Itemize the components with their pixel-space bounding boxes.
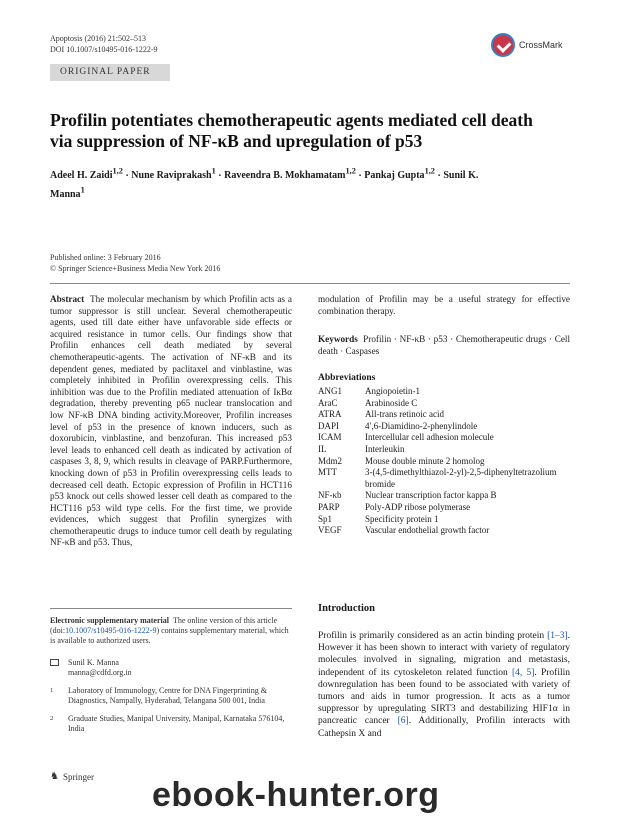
esm-doi-link[interactable]: 10.1007/s10495-016-1222-9: [65, 626, 157, 635]
author-3[interactable]: Raveendra B. Mokhamatam$^{1,2}$: [224, 167, 356, 182]
contact-email[interactable]: manna@cdfd.org.in: [68, 668, 132, 677]
abbreviation-row: NF-κb Nuclear transcription factor kappa B: [318, 490, 497, 501]
author-2[interactable]: Nune Raviprakash$^1$: [131, 167, 216, 182]
springer-horse-icon: ♞: [50, 771, 59, 782]
affiliation-1: $^1$ Laboratory of Immunology, Centre for DNA Fingerprinting & Diagnostics, Nampally, Hyderabad, Telangana 500 001, India: [50, 686, 267, 705]
keywords-label: Keywords: [318, 334, 358, 344]
abbreviation-row: ICAM Intercellular cell adhesion molecule: [318, 432, 494, 443]
journal-line: Apoptosis (2016) 21:502–513: [50, 34, 146, 43]
author-list: Adeel H. Zaidi$^{1,2}$ · Nune Raviprakash$^1$ · Raveendra B. Mokhamatam$^{1,2}$ · Pankaj Gupta$^{1,2}$ · Sunil K. Manna$^1$: [50, 167, 479, 200]
author-4[interactable]: Pankaj Gupta$^{1,2}$: [364, 167, 435, 182]
journal-citation: [50, 33, 158, 55]
doi-line: DOI 10.1007/s10495-016-1222-9: [50, 45, 158, 54]
esm-note: Electronic supplementary material The online version of this article (doi:10.1007/s10495-016-1222-9) contains supplementary material, which is available to authorized users.: [50, 616, 289, 645]
footnote-divider: [50, 608, 292, 609]
abstract-label: Abstract: [50, 294, 85, 304]
envelope-icon: [50, 659, 59, 666]
publisher-logo: [50, 771, 94, 782]
abbreviations-heading: Abbreviations: [318, 373, 376, 383]
author-5[interactable]: Sunil K. Manna$^1$: [50, 170, 479, 200]
copyright-line: © Springer Science+Business Media New York 2016: [50, 264, 221, 273]
abbreviation-row: PARP Poly-ADP ribose polymerase: [318, 501, 471, 512]
abbreviation-row: IL Interleukin: [318, 443, 405, 454]
abbreviation-row: Mdm2 Mouse double minute 2 homolog: [318, 455, 485, 466]
abbreviation-row: DAPI 4′,6-Diamidino-2-phenylindole: [318, 420, 478, 431]
keywords: [318, 334, 570, 357]
abbreviation-row: Sp1 Specificity protein 1: [318, 513, 439, 524]
abbreviation-row: VEGF Vascular endothelial growth factor: [318, 525, 490, 536]
keywords-text: Profilin · NF-κB · p53 · Chemotherapeutic drugs · Cell death · Caspases: [318, 334, 571, 356]
abstract-text: The molecular mechanism by which Profilin acts as a tumor suppressor is still unclear. Several chemotherapeutic agents, used till date either have unfavorable side effects or acquired resistance in tumor cells. Our findings show that Profilin enhances cell death mediated by several chemotherapeutic-agents. The activation of NF-κB and its dependent genes, mediated by paclitaxel and vinblastine, was completely inhibited in Profilin overexpressing cells. This inhibition was due to the Profilin mediated attenuation of IκBα degradation, thereby preventing p65 nuclear translocation and low NF-κB DNA binding activity.Moreover, Profilin increases level of p53 in the presence of known inducers, such as doxorubicin, vinblastine, and benzofuran. This increased p53 level leads to enhanced cell death as indicated by activation of caspases 3, 8, 9, which results in cleavage of PARP.Furthermore, knocking down of p53 in Profilin overexpressing cells leads to decreased cell death. Ectopic expression of Profilin in HCT116 p53 knock out cells showed lesser cell death as compared to the HCT116 p53 wild type cells. For the first time, we provide evidences, which suggest that Profilin synergizes with chemotherapeutic drugs to induce tumor cell death by regulating NF-κB and p53. Thus,: [50, 294, 292, 548]
introduction-text: Profilin is primarily considered as an actin binding protein [1–3]. However it has been shown to interact with variety of regulatory molecules involved in signaling, migration and metastasis, independent of its cytoskeleton related function [4, 5]. Profilin downregulation has been found to be associated with variety of tumors and aids in tumor progression. It acts as a tumor suppressor by upregulating SIRT3 and destabilizing HIF1α in pancreatic cancer [6]. Additionally, Profilin interacts with Cathepsin X and: [318, 631, 571, 739]
section-tag: ORIGINAL PAPER: [50, 64, 170, 81]
citation-link[interactable]: [4, 5]: [512, 667, 535, 678]
citation-link[interactable]: [6]: [397, 716, 409, 727]
publication-info: [50, 252, 220, 274]
crossmark-icon: [491, 33, 515, 57]
esm-label: Electronic supplementary material: [50, 616, 169, 625]
article-title: Profilin potentiates chemotherapeutic agents mediated cell death via suppression of NF-κB and upregulation of p53: [50, 110, 533, 151]
crossmark-badge[interactable]: [491, 33, 563, 57]
corresponding-author: [50, 658, 292, 678]
abbreviation-row: MTT 3-(4,5-dimethylthiazol-2-yl)-2,5-diphenyltetrazolium bromide: [318, 467, 557, 489]
contact-name: Sunil K. Manna: [68, 658, 119, 667]
crossmark-label: CrossMark: [519, 40, 563, 50]
abstract: [50, 294, 292, 549]
abbreviation-row: ANG1 Angiopoietin-1: [318, 386, 420, 396]
abstract-continuation: modulation of Profilin may be a useful strategy for effective combination therapy.: [318, 294, 570, 316]
publisher-name: Springer: [62, 771, 94, 782]
introduction-heading: Introduction: [318, 603, 375, 614]
affiliation-2: $^2$ Graduate Studies, Manipal University, Manipal, Karnataka 576104, India: [50, 714, 285, 733]
author-1[interactable]: Adeel H. Zaidi$^{1,2}$: [50, 167, 123, 182]
contact-block: [50, 658, 292, 742]
watermark: ebook-hunter.org: [152, 776, 440, 814]
abbreviation-row: AraC Arabinoside C: [318, 397, 418, 408]
abbreviations-list: [318, 386, 570, 537]
published-date: Published online: 3 February 2016: [50, 253, 161, 262]
citation-link[interactable]: [1–3]: [547, 631, 568, 641]
header-divider: [50, 283, 570, 284]
abbreviation-row: ATRA All-trans retinoic acid: [318, 409, 444, 420]
